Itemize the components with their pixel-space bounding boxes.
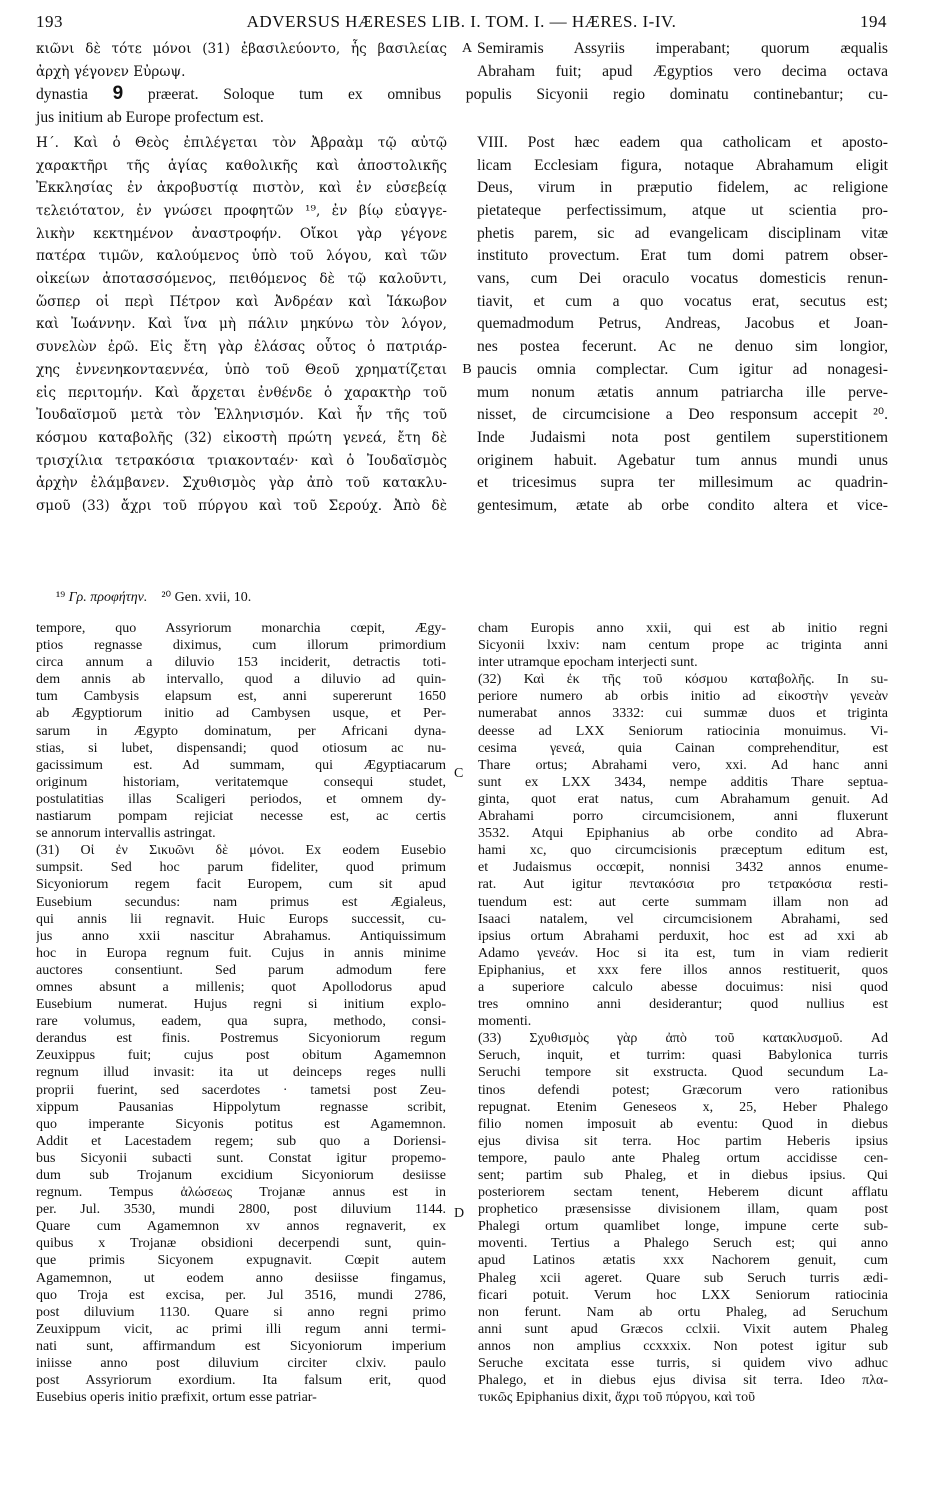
note-line: proprii fuerint, sed sacerdotes · tametsi post Zeu- xyxy=(36,1082,446,1098)
note-line: Quare cum Agamemnon xv annos regnaverit, ex xyxy=(36,1219,446,1235)
text-row xyxy=(36,132,888,155)
note-line: rat. Aut igitur πεντακόσια pro τετρακόσια resti- xyxy=(478,877,888,893)
notes-right-column xyxy=(478,620,888,1406)
text-row xyxy=(36,155,888,178)
greek-line: σμοῦ (33) ἄχρι τοῦ πύργου καὶ τοῦ Σερούχ. Ἀπὸ δὲ xyxy=(36,498,447,515)
note-line: omnes absunt a millenis; quot Apollodorus apud xyxy=(36,979,446,995)
note-line: (32) Καὶ ἐκ τῆς τοῦ κόσμου καταβολῆς. In su- xyxy=(478,672,888,688)
note-line: ejus divisa sit terra. Hoc partim Heberis ipsius xyxy=(478,1133,888,1149)
greek-line: λικὴν κεκτημένον ἀναστροφήν. Οἴκοι γὰρ γέγονε xyxy=(36,225,447,242)
latin-line: Inde Judaismi nota post gentilem superstitionem xyxy=(477,428,888,446)
note-line: iniisse anno post diluvium circiter clxiv. paulo xyxy=(36,1356,446,1372)
footnote-text-19: Γρ. προφήτην. xyxy=(68,590,148,605)
note-line: filio nomen imposuit ab eventu: Quod in diebus xyxy=(478,1116,888,1132)
note-line: Eusebium secundus: nam primus est Ægialeus, xyxy=(36,894,446,910)
note-line: auctores consentiunt. Sed parum admodum fere xyxy=(36,962,446,978)
margin-letter xyxy=(457,495,477,518)
note-line: sumpsit. Sed hoc parum fideliter, quod primum xyxy=(36,860,446,876)
greek-line: ὥσπερ οἱ περὶ Πέτρον καὶ Ἀνδρέαν καὶ Ἰάκωβον xyxy=(36,293,447,310)
full-line-b: præerat. Soloque tum ex omnibus populis Sicyonii regio dominatu continebantur; cu- xyxy=(147,86,888,104)
greek-line: τελειότατον, ἐν γνώσει προφητῶν ¹⁹, ἐν βίῳ εὐαγγε- xyxy=(36,202,447,219)
margin-letter: B xyxy=(462,361,472,377)
note-line: Seruche excitata esse turris, si quidem vivo adhuc xyxy=(478,1356,888,1372)
note-line: jus anno xxii nascitur Abrahamus. Antiquissimum xyxy=(36,928,446,944)
note-line: se annorum intervallis astringat. xyxy=(36,826,216,842)
note-line: non ferunt. Nam ab ortu Phaleg, ad Seruchum xyxy=(478,1304,888,1320)
margin-letter-c: C xyxy=(454,766,464,781)
full-width-line: jus initium ab Europe profectum est. xyxy=(36,109,264,127)
dynasty-numeral: 9 xyxy=(112,83,124,105)
note-line: per. Jul. 3530, mundi 2800, post diluvium 1144. xyxy=(36,1202,446,1218)
note-line: anni sunt apud Græcos cclxii. Vixit autem Phaleg xyxy=(478,1321,888,1337)
note-line: repugnat. Etenim Geneseos x, 25, Heber Phalego xyxy=(478,1099,888,1115)
greek-line: τρισχίλια τετρακόσια τριακονταέν· καὶ ὁ Ἰουδαϊσμὸς xyxy=(36,452,447,469)
greek-line: συνελὼν ἐρῶ. Εἰς ἔτη γὰρ ἐλάσας οὗτος ὁ πατριάρ- xyxy=(36,339,447,356)
text-row xyxy=(36,61,888,84)
note-line: Phalego, et in diebus ejus divisa sit terra. Ideo πλα- xyxy=(478,1373,888,1389)
text-row xyxy=(36,245,888,268)
text-row xyxy=(36,313,888,336)
note-line: tempore, paulo ante Phaleg ortum accidisse cen- xyxy=(478,1150,888,1166)
note-line: regnum illud invasit: ita ut deinceps reges nulli xyxy=(36,1065,446,1081)
margin-letter xyxy=(457,155,477,178)
margin-letter xyxy=(457,336,477,359)
text-row xyxy=(36,291,888,314)
margin-letter xyxy=(457,177,477,200)
latin-line: originem habuit. Agebatur tum annus mundi unus xyxy=(477,451,888,469)
note-line: Zeuxippum vicit, ac primi illi regum anni termi- xyxy=(36,1321,446,1337)
note-line: numerabat annos 3332: cui summæ duos et triginta xyxy=(478,706,888,722)
note-line: Seruchi tempore sit exstructa. Quod secundum La- xyxy=(478,1065,888,1081)
note-line: postulatitias illas Scaligeri periodos, et omnem dy- xyxy=(36,791,446,807)
note-line: Zeuxippus fuit; cujus post obitum Agamemnon xyxy=(36,1048,446,1064)
note-line: post Assyriorum exordium. Ita falsum erit, quod xyxy=(36,1373,446,1389)
note-line: Agamemnon, ut eodem anno desiisse fingamus, xyxy=(36,1270,446,1286)
latin-line: quemadmodum Petrus, Andreas, Jacobus et Joan- xyxy=(477,315,888,333)
text-row xyxy=(36,427,888,450)
note-line: quo imperante Sicyonis potitus est Agamemnon. xyxy=(36,1116,446,1132)
note-line: posteriorem sectam tenent, Heberem dicunt afflatu xyxy=(478,1185,888,1201)
note-line: nati sunt, affirmandum est Sicyoniorum imperium xyxy=(36,1338,446,1354)
footnote-text-20: Gen. xvii, 10. xyxy=(174,590,252,605)
note-line: Adamo γενεάν. Hoc si ita est, tum in viam redierit xyxy=(478,945,888,961)
margin-letter xyxy=(457,268,477,291)
note-line: post diluvium 1130. Quare si anno regni primo xyxy=(36,1304,446,1320)
note-line: Addit et Lacestadem regem; sub quo a Doriensi- xyxy=(36,1133,446,1149)
text-row xyxy=(36,450,888,473)
note-line: Isaaci natalem, vel circumcisionem Abrahami, sed xyxy=(478,911,888,927)
note-line: momenti. xyxy=(478,1014,532,1030)
greek-line: πατέρα τιμῶν, καλούμενος ὑπὸ τοῦ λόγου, καὶ τῶν xyxy=(36,248,447,265)
note-line: ab Ægyptiorum initio ad Cambysen usque, et Per- xyxy=(36,706,446,722)
note-line: 3532. Atqui Epiphanius ab orbe condito ad Abra- xyxy=(478,826,888,842)
margin-letter xyxy=(457,450,477,473)
note-line: Phalegi ortum quamlibet longe, impune certe sub- xyxy=(478,1219,888,1235)
note-line: cham Europis anno xxii, qui est ab initio regni xyxy=(478,621,888,636)
greek-line: ἀρχὴν ἐλάμβανεν. Σχυθισμὸς γὰρ ἀπὸ τοῦ κατακλυ- xyxy=(36,475,447,492)
page-number-left: 193 xyxy=(36,12,63,31)
footnote-ref-19: ¹⁹ xyxy=(56,590,66,605)
greek-line: Ἐκκλησίας ἐν ἀκροβυστίᾳ πιστὸν, καὶ ἐν εὐσεβείᾳ xyxy=(36,180,447,197)
note-line: Abrahami porro circumcisionem, anni fluxerunt xyxy=(478,809,888,825)
note-line: stias, si lubet, dispensandi; quod otiosum ac nu- xyxy=(36,740,446,756)
parallel-columns xyxy=(36,132,888,518)
text-row xyxy=(36,200,888,223)
note-line: Epiphanius, et xxx fere illos annos restituerit, quos xyxy=(478,962,888,978)
latin-line: instituto provectum. Erat tum domi patrem obser- xyxy=(477,247,888,265)
text-row xyxy=(36,223,888,246)
greek-line: χης ἐννενηκονταεννέα, ὑπὸ τοῦ Θεοῦ χρηματίζεται xyxy=(36,361,447,378)
page-number-right: 194 xyxy=(860,12,887,31)
note-line: tinos defendi potest; Græcorum vero rationibus xyxy=(478,1082,888,1098)
latin-line: paucis omnia complectar. Cum igitur ad nonagesi- xyxy=(477,360,888,378)
note-line: Eusebium numerat. Hujus regni si initium explo- xyxy=(36,997,446,1013)
latin-line: nisset, de circumcisione a Deo responsum accepit ²⁰. xyxy=(477,406,888,424)
note-line: (31) Οἱ ἐν Σικυῶνι δὲ μόνοι. Ex eodem Eusebio xyxy=(36,843,446,859)
note-line: Sicyonii lxxiv: nam centum prope ac triginta anni xyxy=(478,638,888,654)
greek-line: κιῶνι δὲ τότε μόνοι (31) ἐβασιλεύοντο, ἧς βασιλείας xyxy=(36,41,447,57)
margin-letter: A xyxy=(461,41,473,56)
note-line: originum historiam, veritatemque consequi studet, xyxy=(36,774,446,790)
margin-letter xyxy=(457,61,477,84)
latin-line: Deus, virum in præputio fidelem, ac religione xyxy=(477,179,888,197)
note-line: rare volumus, eadem, qua supra, methodo, consi- xyxy=(36,1014,446,1030)
note-line: sent; partim sub Phaleg, et in diebus ipsius. Qui xyxy=(478,1168,888,1183)
note-line: circa annum a diluvio 153 inciderit, detractis toti- xyxy=(36,655,446,671)
note-line: hoc in Europa regnum fuit. Cujus in annis minime xyxy=(36,945,446,961)
note-line: tempore, quo Assyriorum monarchia cœpit, Ægy- xyxy=(36,621,446,636)
note-line: τυκῶς Epiphanius dixit, ἄχρι τοῦ πύργου, καὶ τοῦ xyxy=(478,1390,756,1406)
footnote-ref-20: ²⁰ xyxy=(161,590,172,605)
main-text xyxy=(36,38,888,518)
note-line: quo Troja est excisa, per. Jul 3516, mundi 2786, xyxy=(36,1287,446,1303)
margin-letter xyxy=(457,313,477,336)
note-line: sunt ex LXX 3434, nempe additis Thare septua- xyxy=(478,774,888,790)
latin-line: et tricesimus supra ter millesimum ac quadrin- xyxy=(477,474,888,492)
notes-left-column xyxy=(36,620,446,1406)
text-row xyxy=(36,359,888,382)
text-row xyxy=(36,38,888,61)
note-line: gacissimum est. Ad summam, qui Ægyptiacarum xyxy=(36,757,446,773)
latin-line: mum nonum ætatis annum patriarcha ille perve- xyxy=(477,383,888,401)
text-row xyxy=(36,404,888,427)
note-line: (33) Σχυθισμὸς γὰρ ἀπὸ τοῦ κατακλυσμοῦ. Ad xyxy=(478,1031,888,1047)
note-line: periore numero ab orbis initio ad εἰκοστὴν γενεὰν xyxy=(478,689,888,705)
latin-line: pietateque perfectissimum, atque ut scientia pro- xyxy=(477,201,888,219)
greek-line: Η΄. Καὶ ὁ Θεὸς ἐπιλέγεται τὸν Ἀβραὰμ τῷ αὐτῷ xyxy=(36,134,447,151)
note-line: et Judaismus occœpit, nonnisi 3432 annos enume- xyxy=(478,860,888,876)
note-line: qui annis lii regnavit. Huic Europs successit, cu- xyxy=(36,911,446,927)
text-row xyxy=(36,177,888,200)
margin-letter xyxy=(457,200,477,223)
latin-line: nes postea fecerunt. Ac ne denuo sim longior, xyxy=(477,338,888,356)
note-line: deesse ad LXX Seniorum ratiocinia monuimus. Vi- xyxy=(478,723,888,739)
note-line: Sicyoniorum regem facit Europem, cum sit apud xyxy=(36,877,446,893)
greek-line: ἀρχὴ γέγονεν Εὐρωψ. xyxy=(36,63,186,80)
note-line: apud Latinos ætatis xxx Nachorem genuit, cum xyxy=(478,1253,888,1269)
margin-letter xyxy=(457,245,477,268)
note-line: Eusebius operis initio præfixit, ortum esse patriar- xyxy=(36,1390,317,1406)
note-line: moventi. Tertius a Phalego Seruch est; qui anno xyxy=(478,1236,888,1252)
greek-line: κόσμου καταβολῆς (32) εἰκοστὴ πρώτη γενεά, ἔτη δὲ xyxy=(36,429,447,446)
text-row xyxy=(36,336,888,359)
footnotes xyxy=(56,589,251,606)
latin-line: licam Ecclesiam figura, notaque Abrahamum eligit xyxy=(477,156,888,174)
note-line: a superiore calculo abesse docuimus: nisi quod xyxy=(478,979,888,995)
margin-letter xyxy=(457,404,477,427)
note-line: cesima γενεά, quia Cainan comprehenditur, est xyxy=(478,740,888,756)
note-line: inter utramque epocham interjecti sunt. xyxy=(478,655,698,671)
note-line: tuendum est: aut certe summam illam non ad xyxy=(478,894,888,910)
margin-letter-d: D xyxy=(454,1206,465,1221)
latin-line: phetis parem, sic ad evangelicam disciplinam vitæ xyxy=(477,224,888,242)
note-line: quibus x Trojanæ obsidioni decerpendi sunt, quin- xyxy=(36,1236,446,1252)
note-line: hami xc, quo circumcisionis præceptum editum est, xyxy=(478,843,888,859)
greek-line: οἰκείων ἀποτασσόμενος, πειθόμενος δὲ τῷ καλοῦντι, xyxy=(36,271,447,288)
note-line: Phaleg xcii ageret. Quare sub Seruch turris ædi- xyxy=(478,1270,888,1286)
margin-letter xyxy=(457,223,477,246)
running-header xyxy=(36,6,887,30)
note-line: nastiarum pompam rejiciat necesse est, ac certis xyxy=(36,809,446,825)
greek-line: χαρακτῆρι τῆς ἁγίας καθολικῆς καὶ ἀποστολικῆς xyxy=(36,157,447,174)
latin-line: VIII. Post hæc eadem qua catholicam et aposto- xyxy=(477,133,888,151)
margin-letter xyxy=(457,291,477,314)
running-title: ADVERSUS HÆRESES LIB. I. TOM. I. — HÆRES. I-IV. xyxy=(246,12,677,31)
note-line: annos non amplius ccxxxix. Non potest igitur sub xyxy=(478,1338,888,1354)
text-row xyxy=(36,382,888,405)
full-line-a: dynastia xyxy=(36,86,88,104)
note-line: prophetico præsensisse divisionem illam, quam post xyxy=(478,1202,888,1218)
note-line: ipsius ortum Abrahami perduxit, hoc est ad xxi ab xyxy=(478,928,888,944)
latin-line: Semiramis Assyriis imperabant; quorum æqualis xyxy=(477,40,888,57)
note-line: dem annis ab intervallo, quod a diluvio ad quin- xyxy=(36,672,446,688)
greek-line: Ἰουδαϊσμοῦ μετὰ τὸν Ἑλληνισμόν. Καὶ ἦν τῆς τοῦ xyxy=(36,407,447,424)
note-line: ficari potuit. Verum hoc LXX Seniorum ratiocinia xyxy=(478,1287,888,1303)
greek-line: καὶ Ἰωάννην. Καὶ ἵνα μὴ πάλιν μηκύνω τὸν λόγον, xyxy=(36,316,447,333)
full-width-line xyxy=(36,83,888,107)
note-line: regnum. Tempus ἁλώσεως Trojanæ annus est in xyxy=(36,1185,446,1201)
margin-letter xyxy=(457,132,477,155)
note-line: dum sub Trojanum excidium Sicyoniorum desiisse xyxy=(36,1168,446,1183)
margin-letter xyxy=(457,472,477,495)
margin-letter xyxy=(457,427,477,450)
note-line: que primis Sicyonem expugnavit. Cœpit autem xyxy=(36,1253,446,1269)
greek-line: εἰς περιτομήν. Καὶ ἄρχεται ἐνθένδε ὁ χαρακτὴρ τοῦ xyxy=(36,384,447,401)
latin-line: tiavit, et cum a quo vocatus erat, secutus est; xyxy=(477,292,888,310)
note-line: tres omnino anni desiderantur; quod nullius est xyxy=(478,997,888,1013)
note-line: xippum Pausanias Hippolytum regnasse scribit, xyxy=(36,1099,446,1115)
text-row xyxy=(36,268,888,291)
note-line: Seruch, inquit, et turrim: quasi Babylonica turris xyxy=(478,1048,888,1064)
note-line: ginta, quot erat natus, cum Abrahamum genuit. Ad xyxy=(478,791,888,807)
note-line: sarum in Ægypto dominatum, per Africani dyna- xyxy=(36,723,446,739)
latin-line: vans, cum Dei oraculo vocatus domesticis renun- xyxy=(477,270,888,288)
note-line: derandus est finis. Postremus Sicyoniorum regum xyxy=(36,1031,446,1047)
note-line: bus Sicyonii subacti sunt. Constat igitur propemo- xyxy=(36,1150,446,1166)
latin-line: Abraham fuit; apud Ægyptios vero decima octava xyxy=(477,62,888,80)
margin-letter xyxy=(457,382,477,405)
note-line: ptios regnasse diximus, cum illorum primordium xyxy=(36,638,446,654)
note-line: tum Cambysis elapsum est, anni supererunt 1650 xyxy=(36,689,446,705)
latin-line: gentesimum, ætate ab orbe condito altera et vice- xyxy=(477,497,888,515)
text-row xyxy=(36,495,888,518)
note-line: Thare ortus; Abrahami vero, xxi. Ad hanc anni xyxy=(478,757,888,773)
text-row xyxy=(36,472,888,495)
